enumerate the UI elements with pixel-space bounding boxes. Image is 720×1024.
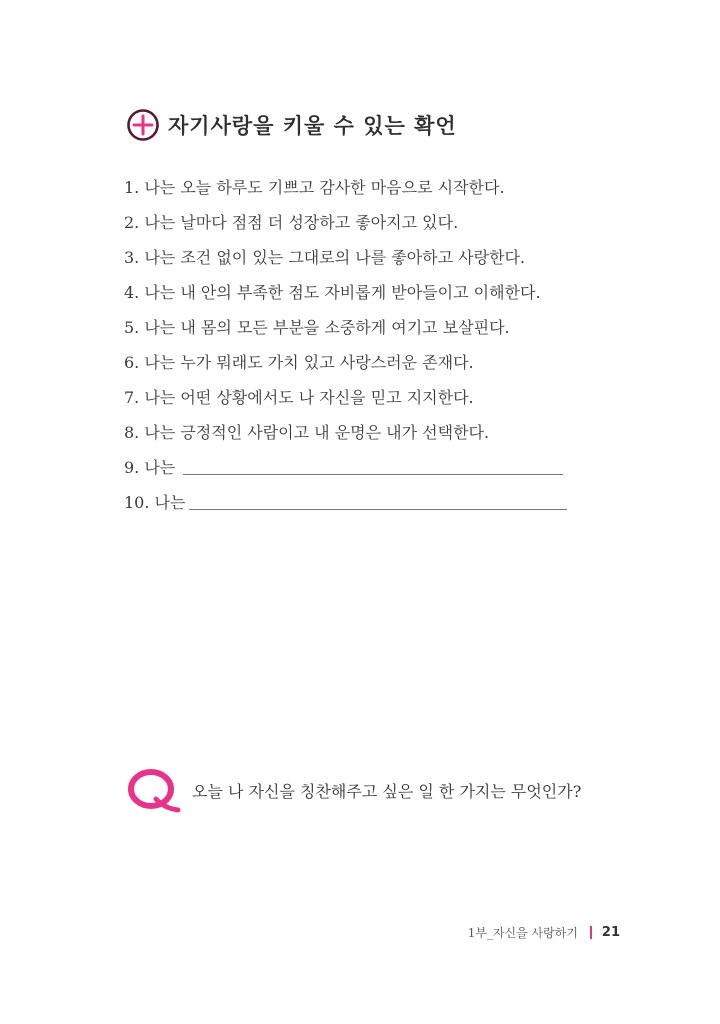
affirmation-item: 4. 나는 내 안의 부족한 점도 자비롭게 받아들이고 이해한다.	[124, 283, 541, 302]
affirmation-item: 1. 나는 오늘 하루도 기쁘고 감사한 마음으로 시작한다.	[124, 178, 505, 197]
affirmation-list	[124, 174, 567, 524]
q-letter-icon	[126, 766, 182, 814]
plus-circle-icon	[126, 108, 160, 142]
blank-item-label: 10. 나는	[124, 493, 186, 512]
affirmation-item: 7. 나는 어떤 상황에서도 나 자신을 믿고 지지한다.	[124, 388, 474, 407]
section-header	[126, 108, 457, 142]
section-label: 1부_자신을 사랑하기	[467, 926, 578, 940]
affirmation-item: 6. 나는 누가 뭐래도 가치 있고 사랑스러운 존재다.	[124, 353, 474, 372]
question-block	[126, 766, 581, 814]
write-in-line[interactable]	[183, 454, 563, 475]
footer-divider	[590, 926, 592, 939]
affirmation-item: 2. 나는 날마다 점점 더 성장하고 좋아지고 있다.	[124, 213, 459, 232]
blank-affirmation-item	[124, 454, 567, 489]
affirmation-item: 8. 나는 긍정적인 사람이고 내 운명은 내가 선택한다.	[124, 423, 490, 442]
affirmation-item: 3. 나는 조건 없이 있는 그대로의 나를 좋아하고 사랑한다.	[124, 248, 526, 267]
blank-affirmation-item	[124, 489, 567, 524]
page-number: 21	[601, 925, 620, 940]
page-footer	[468, 924, 620, 941]
question-text: 오늘 나 자신을 칭찬해주고 싶은 일 한 가지는 무엇인가?	[192, 781, 582, 801]
affirmation-item: 5. 나는 내 몸의 모든 부분을 소중하게 여기고 보살핀다.	[124, 318, 510, 337]
blank-item-label: 9. 나는	[124, 458, 176, 477]
write-in-line[interactable]	[189, 489, 567, 510]
section-title: 자기사랑을 키울 수 있는 확언	[168, 114, 457, 138]
